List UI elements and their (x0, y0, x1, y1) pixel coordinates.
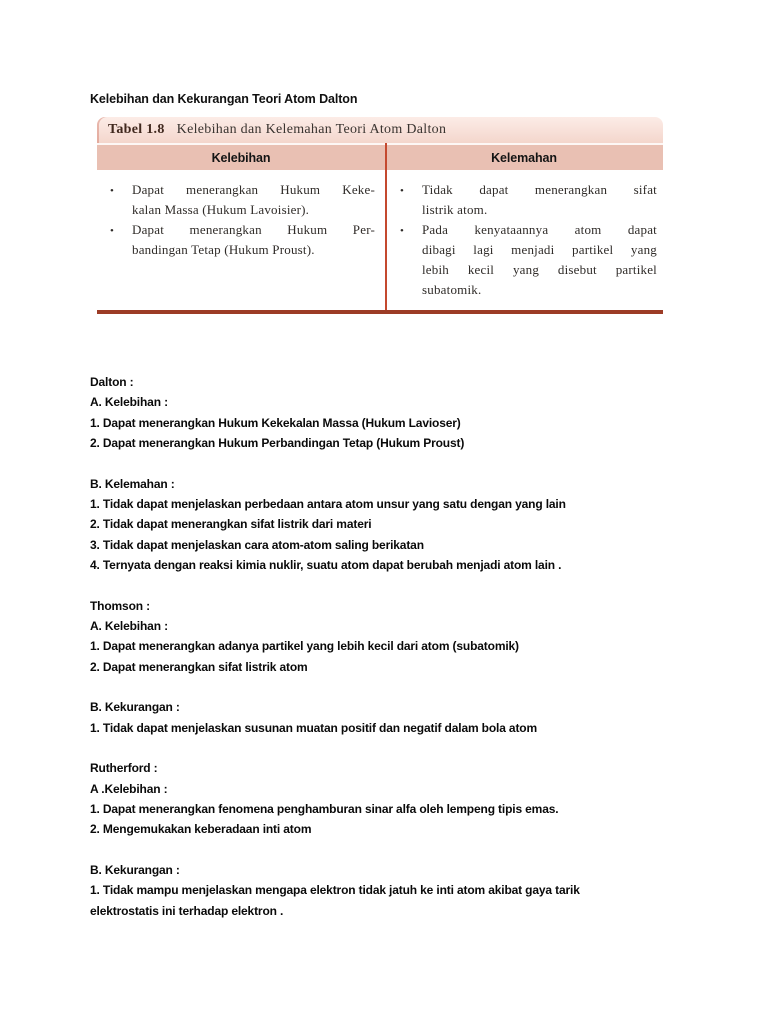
note-line: 1. Tidak dapat menjelaskan susunan muatan positif dan negatif dalam bola atom (90, 720, 537, 735)
table-caption-text: Kelebihan dan Kelemahan Teori Atom Dalton (176, 122, 447, 137)
column-header-kelebihan: Kelebihan (211, 150, 271, 165)
note-line: 1. Dapat menerangkan Hukum Kekekalan Massa (Hukum Lavioser) (90, 415, 461, 430)
note-line: Thomson : (90, 598, 150, 613)
bullet-icon: • (400, 225, 405, 237)
section-dalton-kelemahan (90, 474, 690, 576)
notes-block (90, 372, 690, 941)
table-header-row (97, 143, 663, 170)
note-line: 4. Ternyata dengan reaksi kimia nuklir, suatu atom dapat berubah menjadi atom lain . (90, 558, 562, 573)
list-item-text (422, 220, 657, 300)
table-line: Tidak dapat menerangkan sifat (422, 182, 657, 197)
bullet-icon: • (110, 185, 115, 197)
note-line: 2. Dapat menerangkan Hukum Perbandingan Tetap (Hukum Proust) (90, 436, 465, 451)
table-line: listrik atom. (422, 202, 488, 217)
table-line: Pada kenyataannya atom dapat (422, 222, 657, 237)
note-line: Rutherford : (90, 761, 158, 776)
table-line: Dapat menerangkan Hukum Keke- (132, 182, 375, 197)
kelebihan-cell (97, 170, 385, 310)
note-line: A. Kelebihan : (90, 395, 168, 410)
column-header-kelemahan: Kelemahan (491, 150, 557, 165)
note-line: A. Kelebihan : (90, 619, 168, 634)
bullet-icon: • (400, 185, 405, 197)
note-line: B. Kelemahan : (90, 476, 175, 491)
list-item-text (132, 180, 375, 220)
section-dalton (90, 372, 690, 454)
table-line: kalan Massa (Hukum Lavoisier). (132, 202, 310, 217)
note-line: 2. Mengemukakan keberadaan inti atom (90, 822, 312, 837)
table-body (97, 170, 663, 314)
kelemahan-cell (385, 170, 663, 310)
section-rutherford (90, 758, 690, 840)
list-item-text (422, 180, 657, 220)
section-thomson-kekurangan (90, 697, 690, 738)
note-line: A .Kelebihan : (90, 781, 168, 796)
note-line: 1. Dapat menerangkan fenomena penghamburan sinar alfa oleh lempeng tipis emas. (90, 801, 559, 816)
note-line: 3. Tidak dapat menjelaskan cara atom-atom saling berikatan (90, 537, 424, 552)
section-rutherford-kekurangan (90, 860, 690, 921)
note-line: 2. Tidak dapat menerangkan sifat listrik dari materi (90, 517, 372, 532)
table-line: lebih kecil yang disebut partikel (422, 262, 657, 277)
list-item (400, 180, 657, 220)
table-line: Dapat menerangkan Hukum Per- (132, 222, 375, 237)
table-line: bandingan Tetap (Hukum Proust). (132, 242, 315, 257)
note-line: 2. Dapat menerangkan sifat listrik atom (90, 659, 308, 674)
table-line: dibagi lagi menjadi partikel yang (422, 242, 657, 257)
note-line: 1. Dapat menerangkan adanya partikel yang lebih kecil dari atom (subatomik) (90, 639, 519, 654)
section-thomson (90, 596, 690, 678)
bullet-icon: • (110, 225, 115, 237)
list-item (400, 220, 657, 300)
note-line: elektrostatis ini terhadap elektron . (90, 903, 284, 918)
note-line: B. Kekurangan : (90, 862, 180, 877)
page-title: Kelebihan dan Kekurangan Teori Atom Dalton (90, 92, 358, 106)
table-caption-label: Tabel 1.8 (108, 122, 165, 137)
column-divider (385, 143, 387, 310)
table-line: subatomik. (422, 282, 482, 297)
table-teori-atom-dalton (97, 117, 663, 314)
note-line: 1. Tidak mampu menjelaskan mengapa elektron tidak jatuh ke inti atom akibat gaya tarik (90, 883, 580, 898)
note-line: Dalton : (90, 375, 134, 389)
note-line: 1. Tidak dapat menjelaskan perbedaan antara atom unsur yang satu dengan yang lain (90, 497, 566, 512)
list-item (110, 180, 375, 220)
list-item-text (132, 220, 375, 260)
table-caption (97, 117, 663, 143)
note-line: B. Kekurangan : (90, 700, 180, 715)
list-item (110, 220, 375, 260)
